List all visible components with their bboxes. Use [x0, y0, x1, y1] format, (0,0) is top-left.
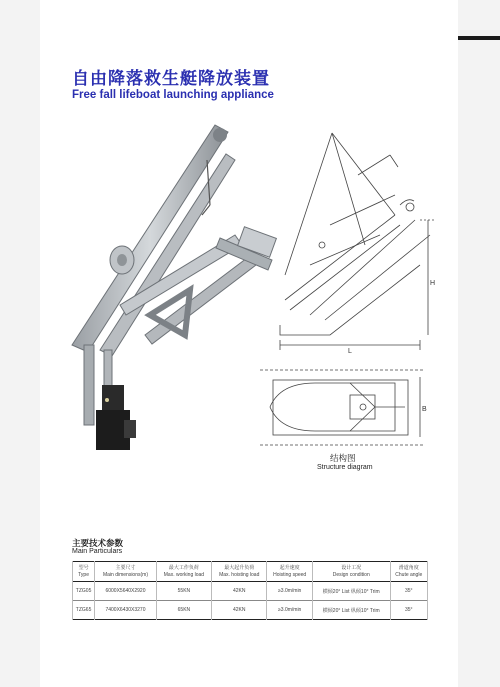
- cell-hoisting-load: 42KN: [212, 582, 267, 601]
- cell-dimensions: 7400X6430X3270: [95, 601, 157, 620]
- cell-type: TZG05: [73, 582, 95, 601]
- structure-side-view: [270, 125, 450, 355]
- cell-design-condition: 横倾20° List 纵倾10° Trim: [313, 601, 391, 620]
- page-title-en: Free fall lifeboat launching appliance: [72, 89, 274, 101]
- cell-chute-angle: 35°: [390, 582, 428, 601]
- table-header-row: [73, 562, 428, 582]
- particulars-title-en: Main Particulars: [72, 548, 123, 555]
- col-working-load-header: 最大工作负荷 Max. working load: [156, 562, 211, 582]
- cell-hoisting-speed: ≥3.0m/min: [267, 582, 313, 601]
- cell-chute-angle: 35°: [390, 601, 428, 620]
- page-title-cn: 自由降落救生艇降放装置: [72, 69, 270, 89]
- col-hoisting-load-header: 最大起升负荷 Max. hoisting load: [212, 562, 267, 582]
- cell-design-condition: 横倾20° List 纵倾10° Trim: [313, 582, 391, 601]
- dim-label-h: H: [430, 280, 436, 287]
- cell-hoisting-speed: ≥3.0m/min: [267, 601, 313, 620]
- corner-accent-bar: [458, 36, 500, 40]
- structure-plan-view: [255, 365, 430, 450]
- cell-type: TZG65: [73, 601, 95, 620]
- table-row: [73, 601, 428, 620]
- col-chute-angle-header: 滑道角度 Chute angle: [390, 562, 428, 582]
- table-row: [73, 582, 428, 601]
- dim-label-b: B: [422, 406, 427, 413]
- cell-working-load: 55KN: [156, 582, 211, 601]
- particulars-table: [72, 561, 428, 620]
- diagram-caption-cn: 结构图: [330, 454, 356, 464]
- particulars-title-cn: 主要技术参数: [72, 539, 124, 549]
- col-dimensions-header: 主要尺寸 Main dimensions(m): [95, 562, 157, 582]
- col-hoisting-speed-header: 起升速度 Hoisting speed: [267, 562, 313, 582]
- cell-dimensions: 6000X5640X2920: [95, 582, 157, 601]
- cell-working-load: 65KN: [156, 601, 211, 620]
- col-type-header: 型号 Type: [73, 562, 95, 582]
- col-design-condition-header: 设计工况 Design condition: [313, 562, 391, 582]
- dim-label-l: L: [348, 348, 352, 355]
- diagram-caption-en: Structure diagram: [317, 464, 373, 471]
- cell-hoisting-load: 42KN: [212, 601, 267, 620]
